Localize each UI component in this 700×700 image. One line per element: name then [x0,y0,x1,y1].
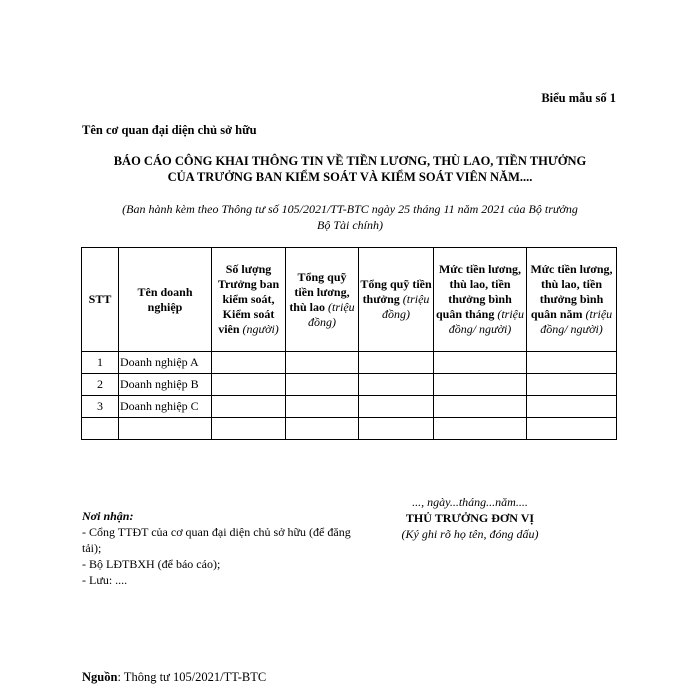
cell-stt: 1 [82,352,119,374]
cell-stt [82,418,119,440]
header-stt: STT [82,248,119,352]
report-table [81,247,617,440]
cell-monthly-average [434,352,527,374]
header-bonus-fund: Tổng quỹ tiền thưởng (triệu đồng) [359,248,434,352]
cell-bonus-fund [359,396,434,418]
subtitle-line: (Ban hành kèm theo Thông tư số 105/2021/TT-BTC ngày 25 tháng 11 năm 2021 của Bộ trưởng [122,202,578,216]
cell-annual-average [527,396,617,418]
table-row [82,418,617,440]
signature-block [360,494,580,542]
cell-annual-average [527,418,617,440]
cell-headcount [212,418,286,440]
cell-company-name: Doanh nghiệp A [119,352,212,374]
subtitle-line: Bộ Tài chính) [317,218,383,232]
recipient-item: - Cổng TTĐT của cơ quan đại diện chủ sở hữu (để đăng tải); [82,525,351,555]
source-label: Nguồn [82,670,118,684]
cell-headcount [212,396,286,418]
table-row [82,396,617,418]
cell-company-name: Doanh nghiệp B [119,374,212,396]
cell-bonus-fund [359,418,434,440]
cell-company-name: Doanh nghiệp C [119,396,212,418]
cell-salary-fund [286,396,359,418]
title-line: BÁO CÁO CÔNG KHAI THÔNG TIN VỀ TIỀN LƯƠNG, THÙ LAO, TIỀN THƯỞNG [113,154,587,168]
cell-headcount [212,374,286,396]
table-row [82,374,617,396]
recipient-item: - Lưu: .... [82,573,128,587]
header-company-name: Tên doanh nghiệp [119,248,212,352]
title-line: CỦA TRƯỞNG BAN KIỂM SOÁT VÀ KIỂM SOÁT VIÊN NĂM.... [167,170,533,184]
table-row [82,352,617,374]
header-monthly-average: Mức tiền lương, thù lao, tiền thưởng bình quân tháng (triệu đồng/ người) [434,248,527,352]
cell-company-name [119,418,212,440]
cell-stt: 2 [82,374,119,396]
cell-headcount [212,352,286,374]
cell-monthly-average [434,396,527,418]
report-subtitle [70,201,630,233]
table-header-row [82,248,617,352]
cell-salary-fund [286,352,359,374]
cell-annual-average [527,352,617,374]
header-headcount: Số lượng Trưởng ban kiểm soát, Kiểm soát viên (người) [212,248,286,352]
recipient-item: - Bộ LĐTBXH (để báo cáo); [82,557,221,571]
signature-note: (Ký ghi rõ họ tên, đóng dấu) [401,527,539,541]
recipients-block [82,508,352,588]
cell-annual-average [527,374,617,396]
source-line [82,670,266,685]
cell-salary-fund [286,374,359,396]
signature-role: THỦ TRƯỞNG ĐƠN VỊ [405,511,535,525]
signature-date: ..., ngày...tháng...năm.... [412,495,528,509]
recipients-heading: Nơi nhận: [82,509,134,523]
cell-bonus-fund [359,352,434,374]
cell-monthly-average [434,418,527,440]
cell-stt: 3 [82,396,119,418]
source-text: : Thông tư 105/2021/TT-BTC [117,670,267,684]
report-title [60,153,640,185]
cell-monthly-average [434,374,527,396]
cell-salary-fund [286,418,359,440]
header-salary-fund: Tổng quỹ tiền lương, thù lao (triệu đồng) [286,248,359,352]
form-number-label: Biểu mẫu số 1 [541,91,616,105]
header-annual-average: Mức tiền lương, thù lao, tiền thưởng bình quân năm (triệu đồng/ người) [527,248,617,352]
cell-bonus-fund [359,374,434,396]
agency-name: Tên cơ quan đại diện chủ sở hữu [82,123,257,137]
